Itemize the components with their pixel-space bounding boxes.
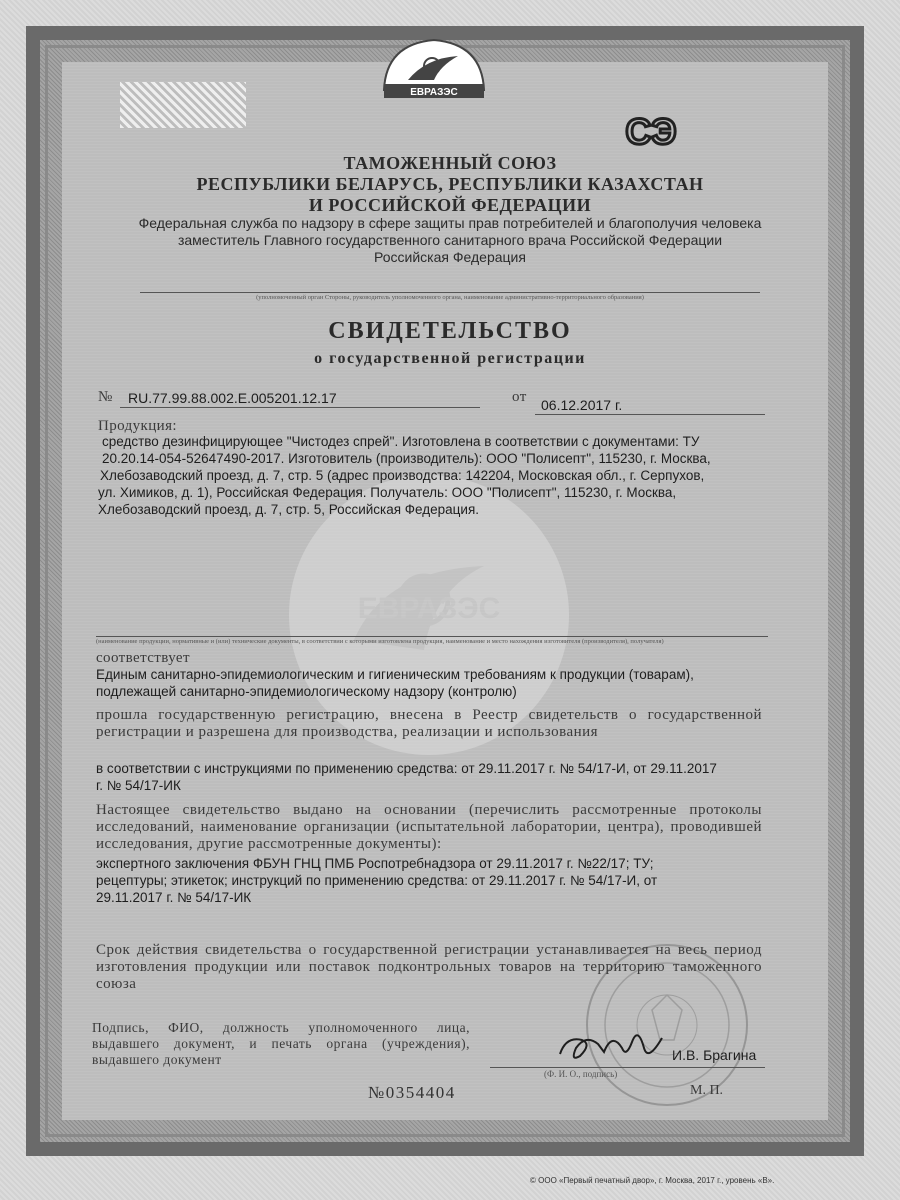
union-title: ТАМОЖЕННЫЙ СОЮЗ <box>343 153 557 173</box>
document-title: СВИДЕТЕЛЬСТВО <box>328 318 572 344</box>
date-label: от <box>512 389 527 405</box>
signatory-name: И.В. Брагина <box>672 1047 757 1063</box>
product-label: Продукция: <box>98 418 177 434</box>
certificate-number: RU.77.99.88.002.E.005201.12.17 <box>128 390 337 406</box>
product-line-3: Хлебозаводский проезд, д. 7, стр. 5 (адрес производства: 142204, Московская обл., г. Серпухов, <box>100 468 705 483</box>
validity-text: Срок действия свидетельства о государственной регистрации устанавливается на весь период изготовления продукции или поставок подконтрольных товаров на территорию таможенного союза <box>96 942 762 992</box>
authority-underline <box>140 292 760 293</box>
product-line-5: Хлебозаводский проезд, д. 7, стр. 5, Российская Федерация. <box>98 502 480 517</box>
document-subtitle: о государственной регистрации <box>314 350 586 367</box>
guilloche-pattern <box>120 82 246 128</box>
registration-line-2: г. № 54/17-ИК <box>96 778 181 793</box>
handwritten-signature-icon <box>552 1018 672 1070</box>
issue-date: 06.12.2017 г. <box>541 397 623 413</box>
conformity-line-1: Единым санитарно-эпидемиологическим и гигиеническим требованиям к продукции (товарам), <box>96 667 694 682</box>
federation-title: И РОССИЙСКОЙ ФЕДЕРАЦИИ <box>308 195 592 215</box>
blank-serial-number: №0354404 <box>368 1083 456 1102</box>
printer-imprint: © ООО «Первый печатный двор», г. Москва, 2017 г., уровень «В». <box>530 1176 775 1185</box>
eurasec-logo-icon <box>378 36 490 102</box>
basis-line-2: рецептуры; этикеток; инструкций по применению средства: от 29.11.2017 г. № 54/17-И, от <box>96 873 658 888</box>
agency-name: Федеральная служба по надзору в сфере защиты прав потребителей и благополучия человека <box>138 215 762 231</box>
agency-official: заместитель Главного государственного санитарного врача Российской Федерации <box>177 232 723 248</box>
registration-text: прошла государственную регистрацию, внесена в Реестр свидетельств о государственной регистрации и разрешена для производства, реализации и использования <box>96 707 762 740</box>
seal-placeholder-label: М. П. <box>690 1083 724 1098</box>
basis-text: Настоящее свидетельство выдано на основании (перечислить рассмотренные протоколы исследований, наименование организации (испытательной лаборатории, центра), проводившей исследования, другие рассмотренные документы): <box>96 802 762 852</box>
eac-mark-icon <box>612 108 690 152</box>
watermark-text: ЕВРАЗЭС <box>357 592 501 625</box>
republics-title: РЕСПУБЛИКИ БЕЛАРУСЬ, РЕСПУБЛИКИ КАЗАХСТАН <box>196 174 704 194</box>
product-line-4: ул. Химиков, д. 1), Российская Федерация. Получатель: ООО "Полисепт", 115230, г. Москва, <box>98 485 677 500</box>
date-underline <box>535 414 765 415</box>
registration-line-1: в соответствии с инструкциями по применению средства: от 29.11.2017 г. № 54/17-И, от 29.11.2017 <box>96 761 717 776</box>
product-line-2: 20.20.14-054-52647490-2017. Изготовитель (производитель): ООО "Полисепт", 115230, г. Москва, <box>102 451 711 466</box>
logo-text: ЕВРАЗЭС <box>410 87 458 98</box>
mark-text: СЭ <box>625 111 677 152</box>
number-underline <box>120 407 480 408</box>
signature-caption: Подпись, ФИО, должность уполномоченного лица, выдавшего документ, и печать органа (учреждения), выдавшего документ <box>92 1020 470 1067</box>
number-label: № <box>98 389 113 405</box>
basis-line-1: экспертного заключения ФБУН ГНЦ ПМБ Роспотребнадзора от 29.11.2017 г. №22/17; ТУ; <box>96 856 654 871</box>
product-underline <box>96 636 768 637</box>
agency-country: Российская Федерация <box>374 249 526 265</box>
authority-caption: (уполномоченный орган Стороны, руководитель уполномоченного органа, наименование административно-территориального образования) <box>256 294 644 301</box>
product-caption: (наименование продукции, нормативные и (или) технические документы, в соответствии с которыми изготовлена продукция, наименование и место нахождения изготовителя (производителя), получателя) <box>96 638 664 645</box>
basis-line-3: 29.11.2017 г. № 54/17-ИК <box>96 890 252 905</box>
conformity-line-2: подлежащей санитарно-эпидемиологическому надзору (контролю) <box>96 684 517 699</box>
signatory-caption: (Ф. И. О., подпись) <box>544 1069 618 1079</box>
signature-underline <box>490 1067 765 1068</box>
product-line-1: средство дезинфицирующее "Чистодез спрей". Изготовлена в соответствии с документами: ТУ <box>102 434 700 449</box>
conformity-label: соответствует <box>96 650 190 666</box>
